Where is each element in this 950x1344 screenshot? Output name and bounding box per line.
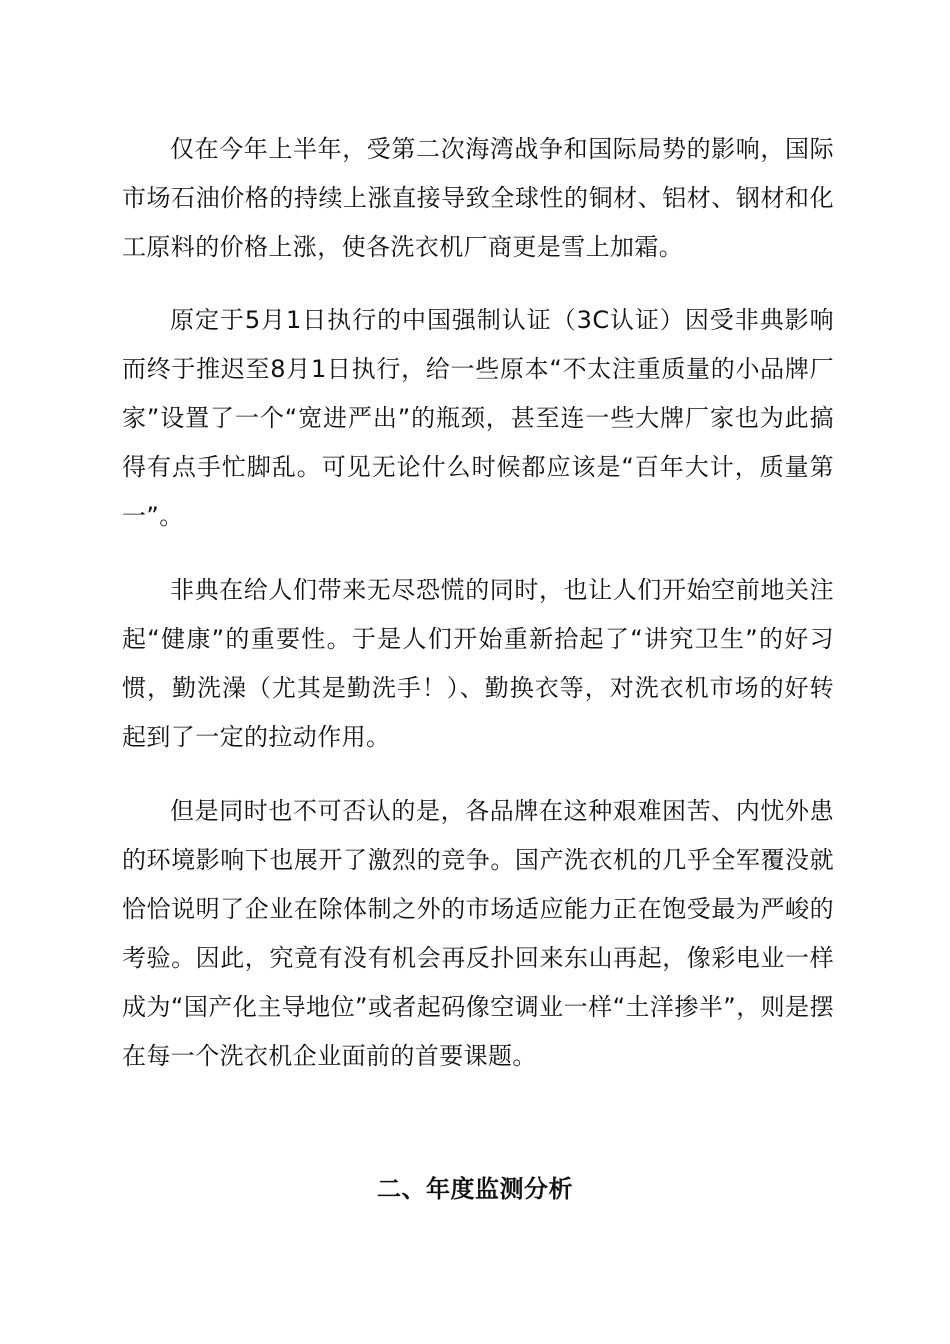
paragraph-oil-price: 仅在今年上半年，受第二次海湾战争和国际局势的影响，国际市场石油价格的持续上涨直接导致全球性的铜材、铝材、钢材和化工原料的价格上涨，使各洗衣机厂商更是雪上加霜。 [122,135,834,261]
section-heading: 二、年度监测分析 [377,1175,573,1203]
paragraph-sars-health: 非典在给人们带来无尽恐慌的同时，也让人们开始空前地关注起“健康”的重要性。于是人们开始重新拾起了“讲究卫生”的好习惯，勤洗澡（尤其是勤洗手！）、勤换衣等，对洗衣机市场的好转起到了一定的拉动作用。 [122,576,834,751]
paragraph-3c-certification: 原定于5月1日执行的中国强制认证（3C认证）因受非典影响而终于推迟至8月1日执行，给一些原本“不太注重质量的小品牌厂家”设置了一个“宽进严出”的瓶颈，甚至连一些大牌厂家也为此搞得有点手忙脚乱。可见无论什么时候都应该是“百年大计，质量第一”。 [122,306,834,530]
paragraph-competition: 但是同时也不可否认的是，各品牌在这种艰难困苦、内忧外患的环境影响下也展开了激烈的竞争。国产洗衣机的几乎全军覆没就恰恰说明了企业在除体制之外的市场适应能力正在饱受最为严峻的考验。因此，究竟有没有机会再反扑回来东山再起，像彩电业一样成为“国产化主导地位”或者起码像空调业一样“土洋掺半”，则是摆在每一个洗衣机企业面前的首要课题。 [122,797,834,1070]
